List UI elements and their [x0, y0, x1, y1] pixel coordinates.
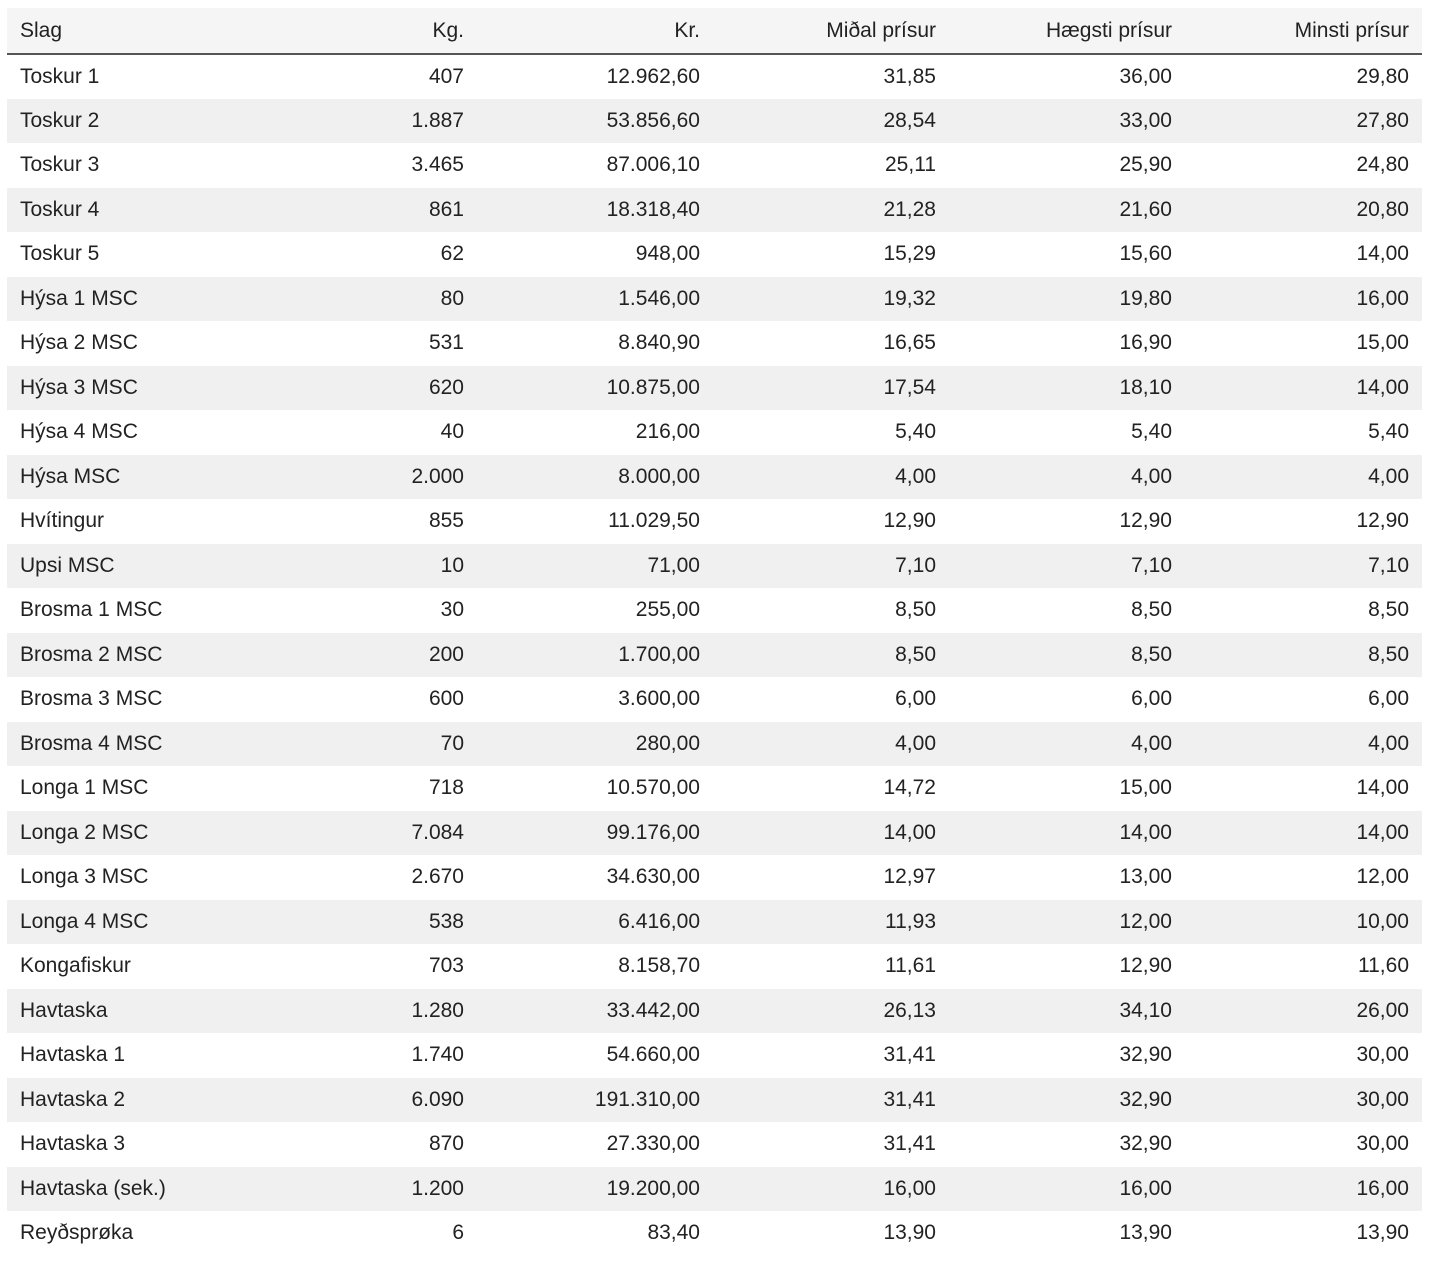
table-row	[7, 766, 1422, 811]
cell-kr: 3.600,00	[618, 687, 700, 711]
table-row	[7, 321, 1422, 366]
cell-kr: 12.962,60	[606, 64, 700, 88]
cell-species: Hýsa 2 MSC	[20, 331, 138, 355]
cell-species: Havtaska (sek.)	[20, 1176, 166, 1200]
cell-min-price: 14,00	[1356, 820, 1409, 844]
table-row	[7, 1078, 1422, 1123]
cell-min-price: 11,60	[1358, 954, 1409, 978]
table-header	[7, 8, 1422, 54]
cell-avg-price: 8,50	[895, 598, 936, 622]
cell-kg: 200	[428, 642, 464, 666]
cell-max-price: 25,90	[1119, 153, 1172, 177]
cell-min-price: 13,90	[1356, 1221, 1409, 1245]
cell-min-price: 20,80	[1356, 197, 1409, 221]
cell-avg-price: 5,40	[895, 420, 936, 444]
cell-min-price: 24,80	[1356, 153, 1409, 177]
cell-min-price: 27,80	[1356, 108, 1409, 132]
cell-avg-price: 11,61	[885, 954, 936, 978]
cell-kr: 1.546,00	[618, 286, 700, 310]
table-row	[7, 499, 1422, 544]
cell-max-price: 32,90	[1119, 1132, 1172, 1156]
cell-avg-price: 21,28	[883, 197, 936, 221]
cell-species: Toskur 4	[20, 197, 100, 221]
cell-kg: 531	[428, 331, 464, 355]
cell-min-price: 30,00	[1356, 1043, 1409, 1067]
cell-kg: 1.280	[411, 998, 464, 1022]
table-row	[7, 722, 1422, 767]
cell-kr: 6.416,00	[618, 909, 700, 933]
cell-kr: 8.000,00	[618, 464, 700, 488]
cell-kg: 2.000	[411, 464, 464, 488]
cell-avg-price: 11,93	[885, 909, 936, 933]
cell-kg: 6.090	[411, 1087, 464, 1111]
cell-kr: 33.442,00	[606, 998, 700, 1022]
cell-kg: 10	[440, 553, 464, 577]
cell-min-price: 10,00	[1356, 909, 1409, 933]
table-row	[7, 811, 1422, 856]
price-table-container	[7, 8, 1422, 1256]
cell-species: Toskur 2	[20, 108, 100, 132]
cell-species: Hýsa MSC	[20, 464, 121, 488]
cell-species: Reyðsprøka	[20, 1221, 134, 1245]
cell-avg-price: 31,41	[883, 1043, 936, 1067]
cell-avg-price: 26,13	[883, 998, 936, 1022]
cell-species: Havtaska 1	[20, 1043, 126, 1067]
cell-max-price: 15,00	[1119, 776, 1172, 800]
table-row	[7, 677, 1422, 722]
cell-min-price: 7,10	[1368, 553, 1409, 577]
table-body	[7, 54, 1422, 1256]
column-header-min-price[interactable]: Minsti prísur	[1294, 18, 1409, 42]
cell-kr: 34.630,00	[606, 865, 700, 889]
cell-max-price: 14,00	[1119, 820, 1172, 844]
table-row	[7, 54, 1422, 99]
cell-kr: 99.176,00	[606, 820, 700, 844]
cell-max-price: 36,00	[1119, 64, 1172, 88]
cell-kr: 19.200,00	[606, 1176, 700, 1200]
cell-min-price: 29,80	[1356, 64, 1409, 88]
cell-avg-price: 13,90	[883, 1221, 936, 1245]
cell-species: Toskur 5	[20, 242, 100, 266]
cell-max-price: 16,90	[1119, 331, 1172, 355]
column-header-slag[interactable]: Slag	[20, 18, 63, 42]
cell-min-price: 6,00	[1368, 687, 1409, 711]
column-header-avg-price[interactable]: Miðal prísur	[826, 18, 936, 42]
cell-kr: 87.006,10	[606, 153, 700, 177]
cell-max-price: 8,50	[1131, 642, 1172, 666]
table-row	[7, 410, 1422, 455]
cell-max-price: 5,40	[1131, 420, 1172, 444]
table-row	[7, 544, 1422, 589]
table-row	[7, 277, 1422, 322]
cell-avg-price: 31,85	[883, 64, 936, 88]
cell-avg-price: 16,65	[883, 331, 936, 355]
cell-min-price: 16,00	[1356, 286, 1409, 310]
cell-kg: 3.465	[411, 153, 464, 177]
cell-species: Brosma 1 MSC	[20, 598, 163, 622]
price-table	[7, 8, 1422, 1256]
cell-avg-price: 12,90	[883, 509, 936, 533]
table-row	[7, 588, 1422, 633]
cell-min-price: 12,00	[1356, 865, 1409, 889]
cell-kg: 620	[428, 375, 464, 399]
cell-min-price: 4,00	[1368, 464, 1409, 488]
cell-min-price: 12,90	[1356, 509, 1409, 533]
table-row	[7, 143, 1422, 188]
cell-max-price: 21,60	[1119, 197, 1172, 221]
cell-kg: 7.084	[411, 820, 464, 844]
cell-species: Havtaska	[20, 998, 108, 1022]
cell-max-price: 32,90	[1119, 1087, 1172, 1111]
cell-species: Havtaska 3	[20, 1132, 126, 1156]
cell-avg-price: 4,00	[895, 464, 936, 488]
header-row	[7, 8, 1422, 54]
cell-kr: 10.570,00	[606, 776, 700, 800]
table-row	[7, 989, 1422, 1034]
cell-avg-price: 25,11	[885, 153, 936, 177]
cell-kg: 30	[440, 598, 464, 622]
table-row	[7, 455, 1422, 500]
cell-max-price: 12,00	[1119, 909, 1172, 933]
cell-kr: 10.875,00	[606, 375, 700, 399]
cell-kr: 948,00	[635, 242, 700, 266]
cell-kg: 80	[440, 286, 464, 310]
cell-min-price: 8,50	[1368, 598, 1409, 622]
cell-kg: 6	[452, 1221, 464, 1245]
cell-avg-price: 17,54	[883, 375, 936, 399]
cell-kg: 600	[428, 687, 464, 711]
cell-max-price: 6,00	[1131, 687, 1172, 711]
cell-max-price: 8,50	[1131, 598, 1172, 622]
cell-avg-price: 31,41	[883, 1087, 936, 1111]
cell-kg: 40	[440, 420, 464, 444]
cell-avg-price: 7,10	[895, 553, 936, 577]
cell-max-price: 32,90	[1119, 1043, 1172, 1067]
cell-max-price: 18,10	[1119, 375, 1172, 399]
cell-max-price: 13,90	[1119, 1221, 1172, 1245]
cell-max-price: 7,10	[1131, 553, 1172, 577]
cell-min-price: 30,00	[1356, 1087, 1409, 1111]
cell-species: Longa 1 MSC	[20, 776, 149, 800]
cell-kg: 718	[428, 776, 464, 800]
cell-species: Longa 3 MSC	[20, 865, 149, 889]
cell-max-price: 4,00	[1131, 464, 1172, 488]
cell-species: Hýsa 1 MSC	[20, 286, 138, 310]
cell-avg-price: 12,97	[883, 865, 936, 889]
cell-species: Havtaska 2	[20, 1087, 126, 1111]
cell-kg: 703	[428, 954, 464, 978]
table-row	[7, 944, 1422, 989]
cell-kr: 54.660,00	[606, 1043, 700, 1067]
cell-min-price: 15,00	[1356, 331, 1409, 355]
cell-kr: 255,00	[635, 598, 700, 622]
cell-species: Kongafiskur	[20, 954, 131, 978]
cell-kg: 870	[428, 1132, 464, 1156]
column-header-max-price[interactable]: Hægsti prísur	[1045, 18, 1172, 42]
cell-avg-price: 19,32	[883, 286, 936, 310]
cell-avg-price: 31,41	[883, 1132, 936, 1156]
cell-kg: 70	[440, 731, 464, 755]
cell-species: Brosma 3 MSC	[20, 687, 163, 711]
table-row	[7, 1033, 1422, 1078]
column-header-kg[interactable]: Kg.	[432, 18, 464, 42]
table-row	[7, 633, 1422, 678]
column-header-kr[interactable]: Kr.	[674, 18, 700, 42]
cell-max-price: 15,60	[1119, 242, 1172, 266]
cell-kg: 2.670	[411, 865, 464, 889]
cell-avg-price: 6,00	[895, 687, 936, 711]
cell-kg: 407	[428, 64, 464, 88]
cell-species: Toskur 1	[20, 64, 100, 88]
cell-species: Hýsa 3 MSC	[20, 375, 138, 399]
cell-min-price: 30,00	[1356, 1132, 1409, 1156]
cell-kg: 62	[440, 242, 464, 266]
cell-species: Upsi MSC	[20, 553, 115, 577]
cell-max-price: 4,00	[1131, 731, 1172, 755]
cell-avg-price: 16,00	[883, 1176, 936, 1200]
cell-max-price: 12,90	[1119, 509, 1172, 533]
cell-species: Brosma 2 MSC	[20, 642, 163, 666]
cell-species: Brosma 4 MSC	[20, 731, 163, 755]
cell-max-price: 16,00	[1119, 1176, 1172, 1200]
cell-kr: 71,00	[647, 553, 700, 577]
cell-avg-price: 4,00	[895, 731, 936, 755]
cell-kg: 861	[428, 197, 464, 221]
cell-kr: 8.840,90	[618, 331, 700, 355]
cell-kg: 855	[428, 509, 464, 533]
table-row	[7, 232, 1422, 277]
cell-avg-price: 14,00	[883, 820, 936, 844]
cell-species: Hýsa 4 MSC	[20, 420, 138, 444]
table-row	[7, 1122, 1422, 1167]
cell-min-price: 14,00	[1356, 375, 1409, 399]
cell-kr: 216,00	[635, 420, 700, 444]
cell-kg: 1.740	[411, 1043, 464, 1067]
cell-kg: 538	[428, 909, 464, 933]
cell-max-price: 19,80	[1119, 286, 1172, 310]
cell-kr: 8.158,70	[618, 954, 700, 978]
cell-kr: 18.318,40	[606, 197, 700, 221]
cell-min-price: 4,00	[1368, 731, 1409, 755]
cell-max-price: 33,00	[1119, 108, 1172, 132]
cell-max-price: 13,00	[1119, 865, 1172, 889]
cell-min-price: 14,00	[1356, 776, 1409, 800]
cell-avg-price: 15,29	[883, 242, 936, 266]
cell-avg-price: 8,50	[895, 642, 936, 666]
cell-species: Hvítingur	[20, 509, 105, 533]
cell-kr: 27.330,00	[606, 1132, 700, 1156]
cell-avg-price: 28,54	[883, 108, 936, 132]
table-row	[7, 900, 1422, 945]
cell-min-price: 8,50	[1368, 642, 1409, 666]
cell-kg: 1.887	[411, 108, 464, 132]
table-row	[7, 1167, 1422, 1212]
cell-species: Longa 4 MSC	[20, 909, 149, 933]
cell-kg: 1.200	[411, 1176, 464, 1200]
cell-species: Toskur 3	[20, 153, 100, 177]
cell-kr: 83,40	[647, 1221, 700, 1245]
table-row	[7, 855, 1422, 900]
cell-kr: 1.700,00	[618, 642, 700, 666]
cell-min-price: 14,00	[1356, 242, 1409, 266]
cell-kr: 11.029,50	[608, 509, 700, 533]
cell-min-price: 26,00	[1356, 998, 1409, 1022]
table-row	[7, 1211, 1422, 1256]
table-row	[7, 366, 1422, 411]
cell-max-price: 34,10	[1119, 998, 1172, 1022]
table-row	[7, 99, 1422, 144]
cell-species: Longa 2 MSC	[20, 820, 149, 844]
cell-kr: 191.310,00	[594, 1087, 700, 1111]
cell-kr: 280,00	[635, 731, 700, 755]
cell-min-price: 5,40	[1368, 420, 1409, 444]
cell-kr: 53.856,60	[606, 108, 700, 132]
cell-max-price: 12,90	[1119, 954, 1172, 978]
table-row	[7, 188, 1422, 233]
cell-avg-price: 14,72	[883, 776, 936, 800]
cell-min-price: 16,00	[1356, 1176, 1409, 1200]
